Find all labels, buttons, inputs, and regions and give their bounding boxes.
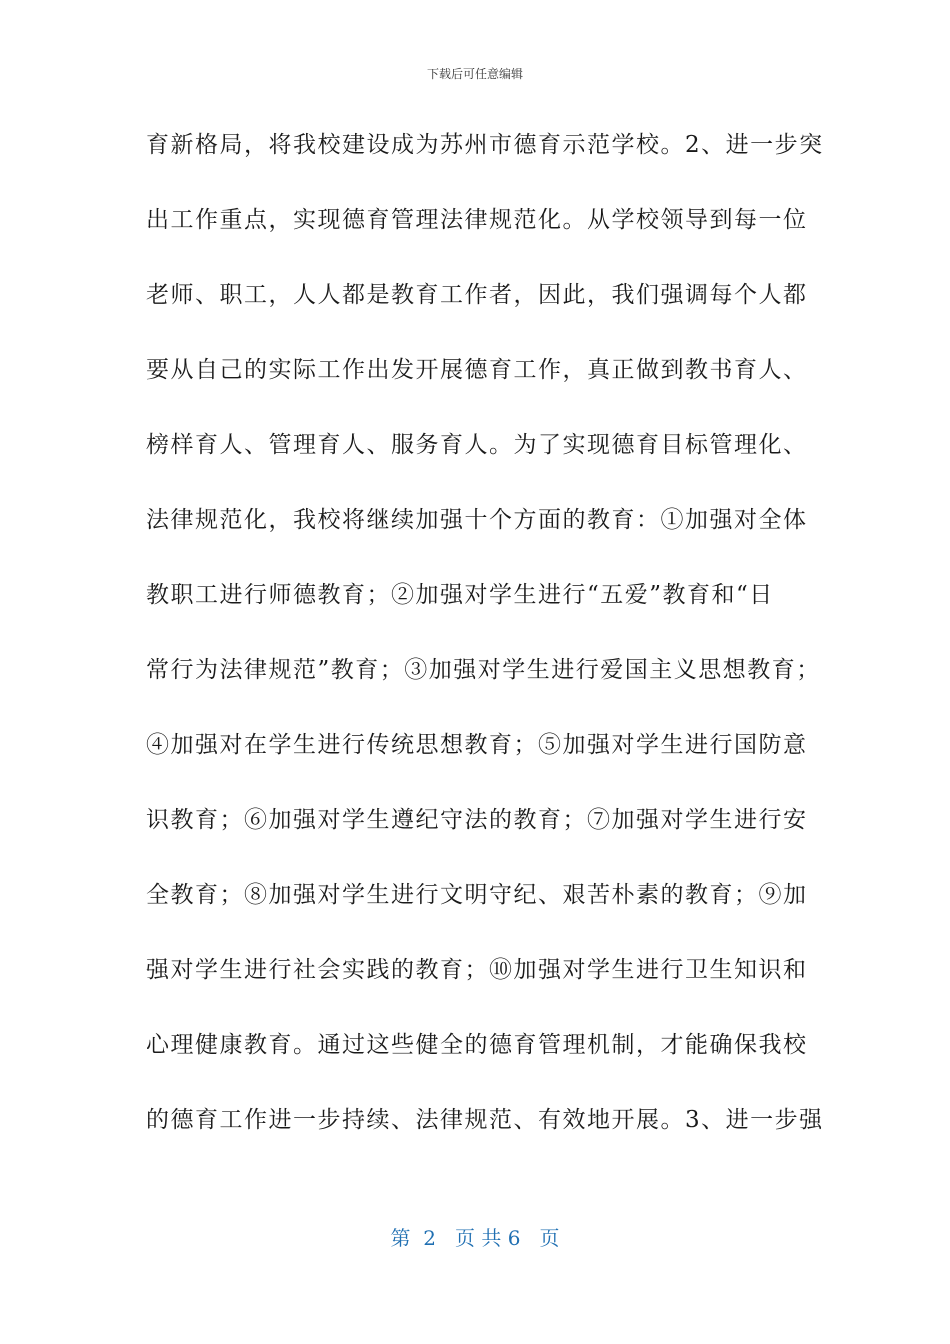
text-line: ④加强对在学生进行传统思想教育；⑤加强对学生进行国防意 bbox=[146, 732, 808, 758]
text-line: 出工作重点，实现德育管理法律规范化。从学校领导到每一位 bbox=[146, 207, 808, 233]
page-number-footer: 第 2 页 共 6 页 bbox=[390, 1226, 560, 1250]
text-line: 心理健康教育。通过这些健全的德育管理机制，才能确保我校 bbox=[146, 1032, 808, 1058]
document-body bbox=[146, 125, 824, 1175]
text-line: 榜样育人、管理育人、服务育人。为了实现德育目标管理化、 bbox=[146, 432, 808, 458]
text-line: 教职工进行师德教育；②加强对学生进行“五爱”教育和“日 bbox=[146, 582, 774, 608]
text-line: 强对学生进行社会实践的教育；⑩加强对学生进行卫生知识和 bbox=[146, 957, 808, 983]
text-line: 老师、职工，人人都是教育工作者，因此，我们强调每个人都 bbox=[146, 282, 808, 308]
text-line: 法律规范化，我校将继续加强十个方面的教育：①加强对全体 bbox=[146, 507, 808, 533]
text-line: 常行为法律规范”教育；③加强对学生进行爱国主义思想教育； bbox=[146, 657, 821, 683]
text-line: 要从自己的实际工作出发开展德育工作，真正做到教书育人、 bbox=[146, 357, 808, 383]
text-line: 的德育工作进一步持续、法律规范、有效地开展。3、进一步强 bbox=[146, 1107, 824, 1133]
text-line: 育新格局，将我校建设成为苏州市德育示范学校。2、进一步突 bbox=[146, 132, 824, 158]
text-line: 全教育；⑧加强对学生进行文明守纪、艰苦朴素的教育；⑨加 bbox=[146, 882, 808, 908]
page-header: 下载后可任意编辑 bbox=[426, 67, 523, 81]
text-line: 识教育；⑥加强对学生遵纪守法的教育；⑦加强对学生进行安 bbox=[146, 807, 808, 833]
